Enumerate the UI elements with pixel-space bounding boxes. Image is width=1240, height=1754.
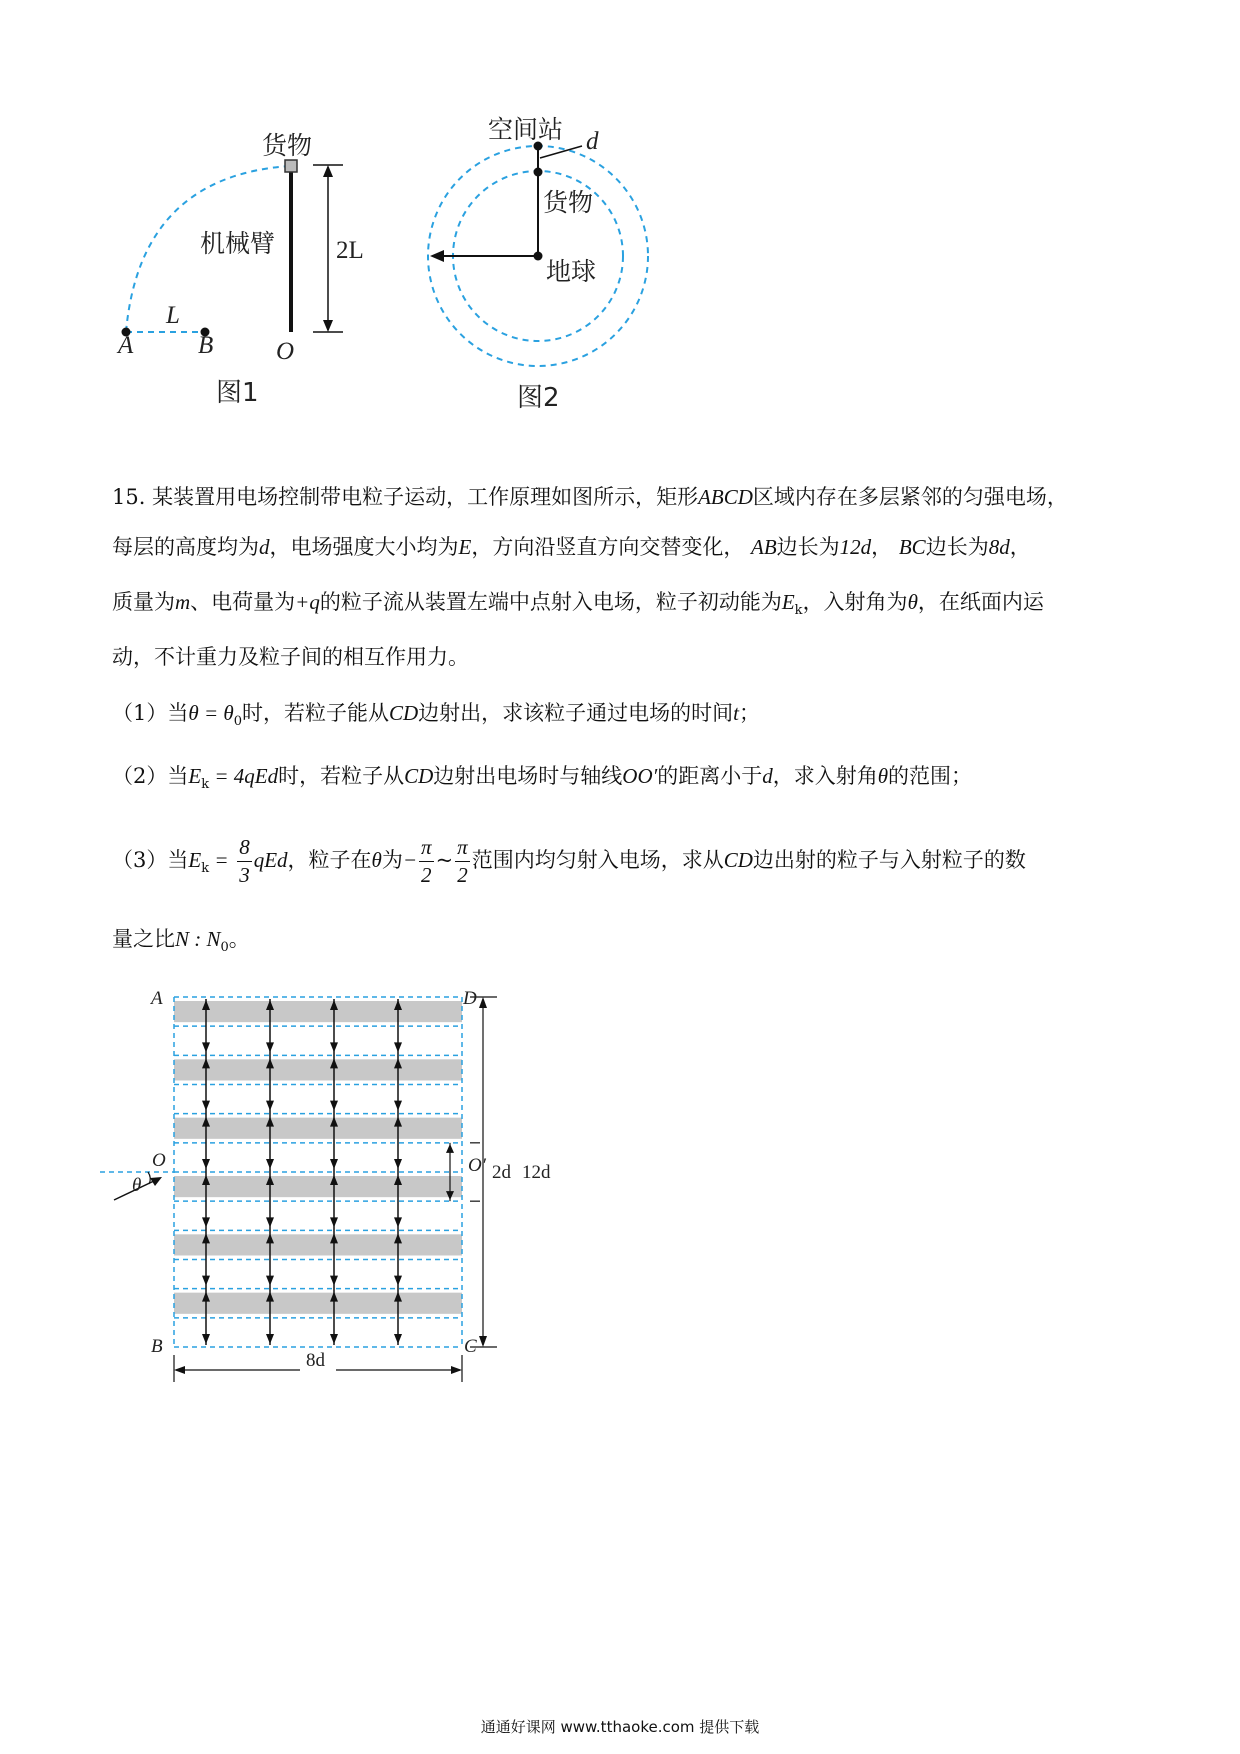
field-arrowhead <box>330 1101 338 1111</box>
height-label: 12d <box>522 1162 551 1183</box>
question-2: （2）当$E_k = 4qEd$时，若粒子从CD边射出电场时与轴线OO′的距离小于d，求入射角θ的范围； <box>112 764 973 793</box>
earth-dot <box>534 252 543 261</box>
theta-arc <box>148 1172 150 1184</box>
gap-arrow-top <box>446 1144 454 1153</box>
field-arrowhead <box>202 1276 210 1286</box>
field-arrowhead <box>266 1101 274 1111</box>
field-arrowhead <box>202 1334 210 1344</box>
field-arrowhead <box>394 1159 402 1169</box>
fraction-8-3: $\frac{8}{3}$ <box>239 835 250 887</box>
fraction-pi-2-pos: $\frac{\pi}{2}$ <box>457 835 468 887</box>
question-3-continued: 量之比N : $N_0$。 <box>112 927 250 956</box>
problem-line-3: 质量为m、电荷量为+q的粒子流从装置左端中点射入电场，粒子初动能为$E_k$，入射角为θ，在纸面内运 <box>112 590 1044 619</box>
shaded-layer <box>174 1059 462 1080</box>
field-diagram-drawing <box>100 980 580 1400</box>
shaded-layer <box>174 1234 462 1255</box>
field-arrowhead <box>266 1159 274 1169</box>
problem-number: 15. <box>112 485 146 509</box>
length-label: 2L <box>336 237 364 264</box>
corner-c-label: C <box>464 1336 477 1357</box>
width-arrow-left <box>174 1366 185 1374</box>
field-arrowhead <box>202 1217 210 1227</box>
figure-2-caption: 图2 <box>517 383 560 413</box>
cargo-label: 货物 <box>262 131 313 160</box>
dim-arrow-top <box>479 997 487 1008</box>
field-arrowhead <box>266 1276 274 1286</box>
dim-arrow-bottom <box>479 1336 487 1347</box>
shaded-layer <box>174 1001 462 1022</box>
shaded-layer <box>174 1118 462 1139</box>
problem-line-4: 动，不计重力及粒子间的相互作用力。 <box>112 645 469 669</box>
problem-line-2: 每层的高度均为d，电场强度大小均为E，方向沿竖直方向交替变化， AB边长为12d， BC边长为8d， <box>112 535 1031 559</box>
earth-label: 地球 <box>546 257 597 286</box>
field-arrowhead <box>266 1334 274 1344</box>
field-arrowhead <box>330 1334 338 1344</box>
point-b-label: B <box>198 332 214 359</box>
problem-line-1: 15. 某装置用电场控制带电粒子运动，工作原理如图所示，矩形ABCD区域内存在多层紧邻的匀强电场， <box>112 485 1068 509</box>
shaded-layer <box>174 1293 462 1314</box>
corner-b-label: B <box>151 1336 163 1357</box>
field-arrowhead <box>266 1042 274 1052</box>
ab-length-label: L <box>166 302 180 329</box>
width-label: 8d <box>306 1350 325 1371</box>
point-o-label: O <box>276 338 295 365</box>
corner-d-label: D <box>463 988 477 1009</box>
figure-1-caption: 图1 <box>216 378 259 408</box>
field-arrowhead <box>202 1101 210 1111</box>
corner-a-label: A <box>151 988 163 1009</box>
question-1: （1）当$\theta = \theta_0$时，若粒子能从CD边射出，求该粒子通过电场的时间t； <box>112 701 760 730</box>
shaded-layer <box>174 1176 462 1197</box>
station-label: 空间站 <box>488 115 564 144</box>
field-arrowhead <box>394 1217 402 1227</box>
point-o-prime-label: O′ <box>468 1155 486 1176</box>
field-arrowhead <box>330 1042 338 1052</box>
field-arrowhead <box>330 1276 338 1286</box>
cargo-dot <box>534 168 543 177</box>
theta-label: θ <box>132 1175 142 1196</box>
gap-label: 2d <box>492 1162 511 1183</box>
field-arrowhead <box>330 1217 338 1227</box>
d-label: d <box>586 128 599 155</box>
field-arrowhead <box>394 1042 402 1052</box>
page-footer: 通通好课网 www.tthaoke.com 提供下载 <box>480 1718 760 1736</box>
fraction-pi-2-neg: $\frac{\pi}{2}$ <box>421 835 432 887</box>
arm-label: 机械臂 <box>200 229 276 258</box>
question-3: （3）当$E_k$ = $\frac{8}{3}$ qEd，粒子在θ为− $\frac{\pi}{2}$ ~ $\frac{\pi}{2}$ 范围内均匀射入电场，求从CD边出射的粒子与入射粒子的数 <box>112 835 1026 887</box>
field-arrowhead <box>330 1159 338 1169</box>
field-arrowhead <box>394 1334 402 1344</box>
field-arrowhead <box>394 1276 402 1286</box>
field-arrowhead <box>394 1101 402 1111</box>
cargo-label-2: 货物 <box>543 188 594 217</box>
field-arrowhead <box>202 1042 210 1052</box>
point-a-label: A <box>118 332 134 359</box>
field-arrowhead <box>266 1217 274 1227</box>
field-arrowhead <box>202 1159 210 1169</box>
point-o-label-2: O <box>152 1150 166 1171</box>
width-arrow-right <box>451 1366 462 1374</box>
